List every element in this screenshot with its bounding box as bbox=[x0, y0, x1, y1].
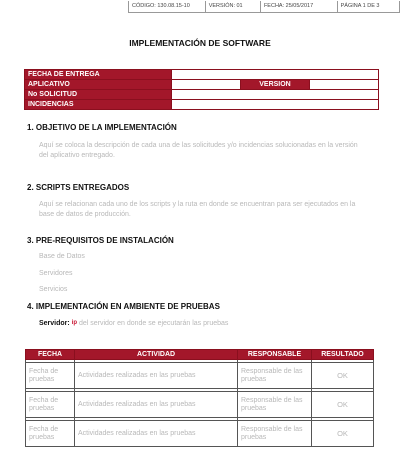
aplicativo-label: APLICATIVO bbox=[25, 80, 172, 90]
col-header-resultado: RESULTADO bbox=[312, 350, 374, 360]
cell-actividad[interactable]: Actividades realizadas en las pruebas bbox=[75, 392, 238, 418]
info-row-solicitud bbox=[25, 90, 379, 100]
doc-version: VERSIÓN: 01 bbox=[206, 1, 261, 12]
prereq-item: Base de Datos bbox=[39, 253, 85, 260]
section-4-title: 4. IMPLEMENTACIÓN EN AMBIENTE DE PRUEBAS bbox=[27, 302, 220, 311]
server-line bbox=[39, 320, 228, 327]
document-control-header bbox=[128, 1, 400, 13]
cell-actividad[interactable]: Actividades realizadas en las pruebas bbox=[75, 421, 238, 447]
doc-code: CÓDIGO: 130.08.15-10 bbox=[129, 1, 206, 12]
col-header-actividad: ACTIVIDAD bbox=[75, 350, 238, 360]
cell-responsable[interactable]: Responsable de las pruebas bbox=[238, 363, 312, 389]
section-1-body: Aquí se coloca la descripción de cada una de las solicitudes y/o incidencias solucionadas en la versión del aplicativo entregado. bbox=[39, 142, 358, 159]
server-description: del servidor en donde se ejecutarán las pruebas bbox=[77, 320, 229, 327]
cell-resultado[interactable]: OK bbox=[312, 363, 374, 389]
col-header-responsable: RESPONSABLE bbox=[238, 350, 312, 360]
section-2-body: Aquí se relacionan cada uno de los scripts y la ruta en donde se encuentran para ser ejecutados en la base de datos de producción. bbox=[39, 201, 356, 218]
cell-responsable[interactable]: Responsable de las pruebas bbox=[238, 421, 312, 447]
no-solicitud-label: No SOLICITUD bbox=[25, 90, 172, 100]
prereq-item: Servidores bbox=[39, 270, 73, 277]
tests-header-row bbox=[26, 350, 374, 360]
incidencias-field[interactable] bbox=[172, 100, 379, 110]
incidencias-label: INCIDENCIAS bbox=[25, 100, 172, 110]
table-row bbox=[26, 392, 374, 418]
page-title: IMPLEMENTACIÓN DE SOFTWARE bbox=[129, 38, 271, 48]
section-1-title: 1. OBJETIVO DE LA IMPLEMENTACIÓN bbox=[27, 123, 177, 132]
tests-table bbox=[25, 349, 374, 447]
cell-fecha[interactable]: Fecha de pruebas bbox=[26, 363, 75, 389]
cell-responsable[interactable]: Responsable de las pruebas bbox=[238, 392, 312, 418]
info-row-incidencias bbox=[25, 100, 379, 110]
cell-actividad[interactable]: Actividades realizadas en las pruebas bbox=[75, 363, 238, 389]
server-ip-marker: ip bbox=[71, 320, 78, 326]
doc-page: PÁGINA 1 DE 3 bbox=[340, 3, 380, 9]
fecha-entrega-field[interactable] bbox=[172, 70, 379, 80]
server-label: Servidor: bbox=[39, 320, 70, 327]
prereq-item: Servicios bbox=[39, 286, 68, 293]
version-field[interactable] bbox=[310, 80, 379, 90]
cell-resultado[interactable]: OK bbox=[312, 421, 374, 447]
cell-resultado[interactable]: OK bbox=[312, 392, 374, 418]
col-header-fecha: FECHA bbox=[26, 350, 75, 360]
doc-date: FECHA: 25/05/2017 bbox=[261, 1, 338, 12]
table-row bbox=[26, 421, 374, 447]
table-row bbox=[26, 363, 374, 389]
info-row-fecha bbox=[25, 70, 379, 80]
section-2-title: 2. SCRIPTS ENTREGADOS bbox=[27, 183, 130, 192]
cell-fecha[interactable]: Fecha de pruebas bbox=[26, 421, 75, 447]
info-row-aplicativo bbox=[25, 80, 379, 90]
delivery-info-table bbox=[24, 69, 379, 110]
fecha-entrega-label: FECHA DE ENTREGA bbox=[25, 70, 172, 80]
section-3-title: 3. PRE-REQUISITOS DE INSTALACIÓN bbox=[27, 236, 174, 245]
version-label: VERSION bbox=[241, 80, 310, 90]
no-solicitud-field[interactable] bbox=[172, 90, 379, 100]
aplicativo-field[interactable] bbox=[172, 80, 241, 90]
cell-fecha[interactable]: Fecha de pruebas bbox=[26, 392, 75, 418]
